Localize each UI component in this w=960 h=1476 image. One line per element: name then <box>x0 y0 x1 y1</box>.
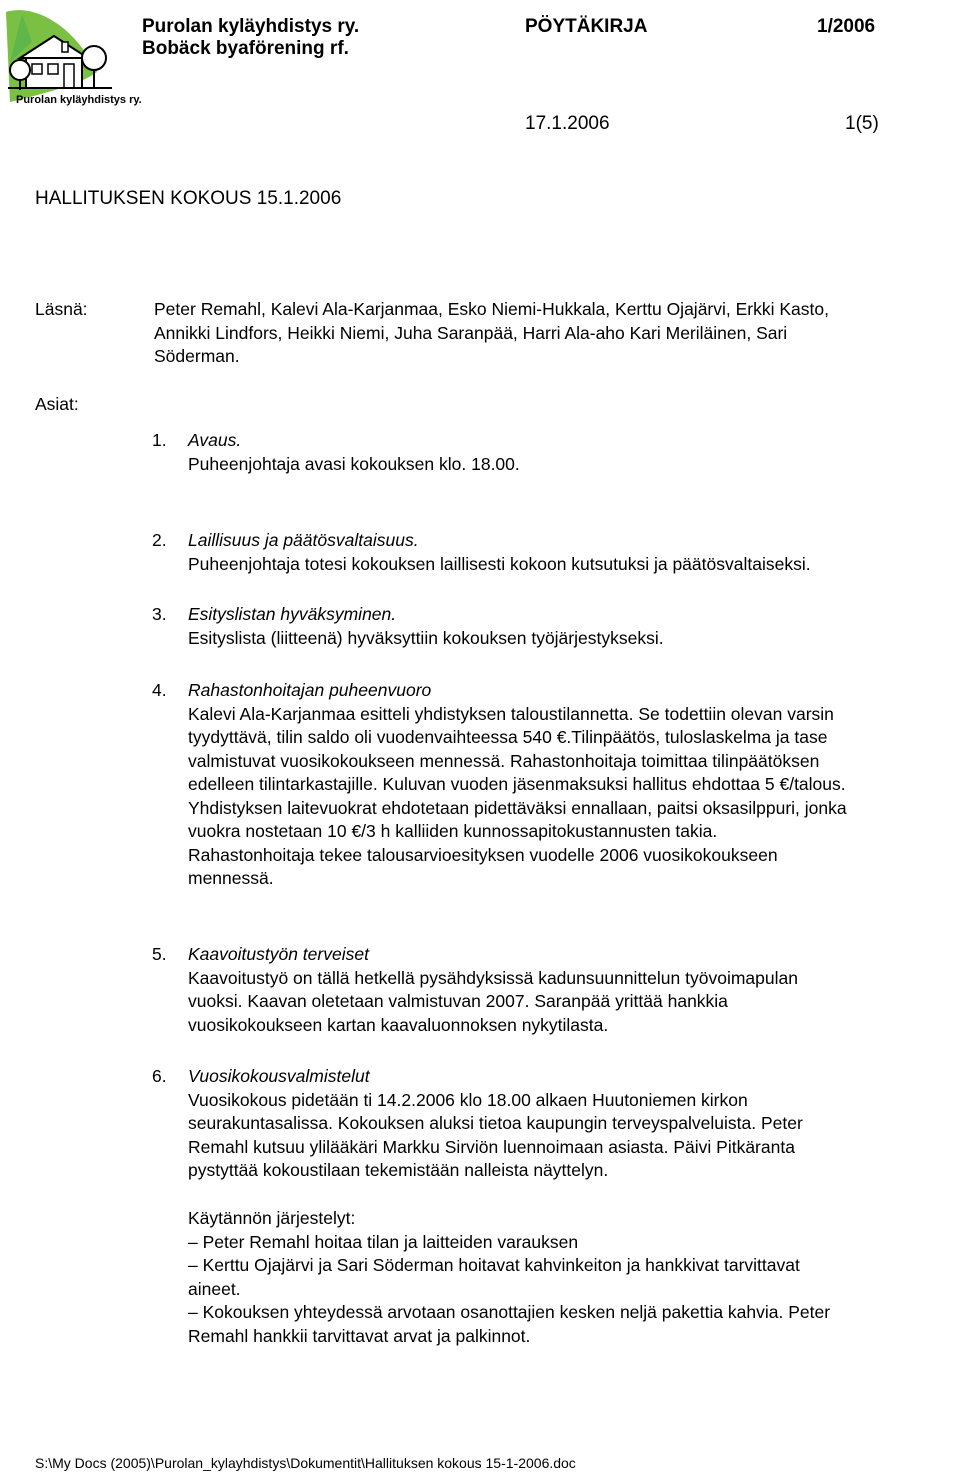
agenda-item-4 <box>188 679 948 891</box>
item-text-line: valmistuvat vuosikokoukseen mennessä. Rahastonhoitaja toimittaa tilinpäätöksen <box>188 750 820 771</box>
document-type: PÖYTÄKIRJA <box>525 16 648 37</box>
arrangement-line: – Kerttu Ojajärvi ja Sari Söderman hoitavat kahvinkeiton ja hankkivat tarvittavat <box>188 1255 800 1275</box>
org-name-sv: Bobäck byaförening rf. <box>142 38 349 59</box>
item-text-line: Yhdistyksen laitevuokrat ehdotetaan pidettäväksi ennallaan, paitsi oksasilppuri, jonka <box>188 797 847 818</box>
agenda-label: Asiat: <box>35 394 79 414</box>
attendees-label: Läsnä: <box>35 299 88 319</box>
arrangements-label: Käytännön järjestelyt: <box>188 1208 356 1228</box>
item-title: Esityslistan hyväksyminen. <box>188 604 397 624</box>
logo-caption: Purolan kyläyhdistys ry. <box>16 94 142 106</box>
item-text-line: Esityslista (liitteenä) hyväksyttiin kokouksen työjärjestykseksi. <box>188 627 664 648</box>
attendees-line: Annikki Lindfors, Heikki Niemi, Juha Saranpää, Harri Ala-aho Kari Meriläinen, Sari <box>154 322 788 343</box>
item-number: 4. <box>152 680 167 700</box>
page-number: 1(5) <box>845 113 879 134</box>
item-text-line: Puheenjohtaja totesi kokouksen laillisesti kokoon kutsutuksi ja päätösvaltaiseksi. <box>188 553 811 574</box>
arrangement-line: – Kokouksen yhteydessä arvotaan osanottajien kesken neljä pakettia kahvia. Peter <box>188 1302 831 1322</box>
item-text-line: Rahastonhoitaja tekee talousarvioesityksen vuodelle 2006 vuosikokoukseen <box>188 844 778 865</box>
attendees-list <box>154 298 829 369</box>
meeting-title: HALLITUKSEN KOKOUS 15.1.2006 <box>35 188 342 209</box>
attendees-line: Peter Remahl, Kalevi Ala-Karjanmaa, Esko Niemi-Hukkala, Kerttu Ojajärvi, Erkki Kasto, <box>154 299 829 319</box>
item-number: 5. <box>152 944 167 964</box>
item-number: 1. <box>152 430 167 450</box>
item-text-line: vuokra nostetaan 10 €/3 h kalliiden kunnossapitokustannusten takia. <box>188 821 718 841</box>
association-logo <box>2 2 142 116</box>
item-text-line: tyydyttävä, tilin saldo oli vuodenvaihteessa 540 €.Tilinpäätös, tuloslaskelma ja tase <box>188 727 828 747</box>
attendees-line: Söderman. <box>154 346 240 366</box>
agenda-item-1 <box>188 429 948 476</box>
arrangement-line: aineet. <box>188 1278 241 1299</box>
agenda-item-6 <box>188 1065 948 1183</box>
org-name-fi: Purolan kyläyhdistys ry. <box>142 16 360 37</box>
item-text-line: Puheenjohtaja avasi kokouksen klo. 18.00. <box>188 453 520 474</box>
item-text-line: vuoksi. Kaavan oletetaan valmistuvan 2007. Saranpää yrittää hankkia <box>188 991 728 1011</box>
practical-arrangements <box>188 1207 948 1348</box>
item-number: 6. <box>152 1066 167 1086</box>
arrangement-line: – Peter Remahl hoitaa tilan ja laitteiden varauksen <box>188 1231 579 1252</box>
item-title: Kaavoitustyön terveiset <box>188 944 369 964</box>
item-number: 3. <box>152 604 167 624</box>
item-number: 2. <box>152 530 167 550</box>
document-date: 17.1.2006 <box>525 113 610 134</box>
item-text-line: edelleen tilintarkastajille. Kuluvan vuoden jäsenmaksuksi hallitus ehdottaa 5 €/talous. <box>188 774 846 794</box>
item-text-line: pystyttää kokoustilaan tekemistään nalleista näyttelyn. <box>188 1160 609 1180</box>
item-text-line: Kalevi Ala-Karjanmaa esitteli yhdistyksen taloustilannetta. Se todettiin olevan varsin <box>188 703 834 724</box>
item-text-line: Vuosikokous pidetään ti 14.2.2006 klo 18.00 alkaen Huutoniemen kirkon <box>188 1089 748 1110</box>
agenda-item-5 <box>188 943 948 1037</box>
item-title: Laillisuus ja päätösvaltaisuus. <box>188 530 419 550</box>
item-text-line: Kaavoitustyö on tällä hetkellä pysähdyksissä kadunsuunnittelun työvoimapulan <box>188 967 798 988</box>
arrangement-line: Remahl hankkii tarvittavat arvat ja palkinnot. <box>188 1325 531 1346</box>
item-text-line: seurakuntasalissa. Kokouksen aluksi tietoa kaupungin terveyspalveluista. Peter <box>188 1113 803 1133</box>
document-number: 1/2006 <box>817 16 876 37</box>
item-title: Avaus. <box>188 430 242 450</box>
footer-file-path: S:\My Docs (2005)\Purolan_kylayhdistys\Dokumentit\Hallituksen kokous 15-1-2006.doc <box>35 1455 576 1471</box>
agenda-item-2 <box>188 529 948 576</box>
item-text-line: Remahl kutsuu ylilääkäri Markku Sirviön luennoimaan asiasta. Päivi Pitkäranta <box>188 1136 795 1157</box>
item-title: Rahastonhoitajan puheenvuoro <box>188 680 432 700</box>
item-title: Vuosikokousvalmistelut <box>188 1066 370 1086</box>
agenda-item-3 <box>188 603 948 650</box>
item-text-line: mennessä. <box>188 868 274 888</box>
item-text-line: vuosikokoukseen kartan kaavaluonnoksen nykytilasta. <box>188 1014 609 1035</box>
